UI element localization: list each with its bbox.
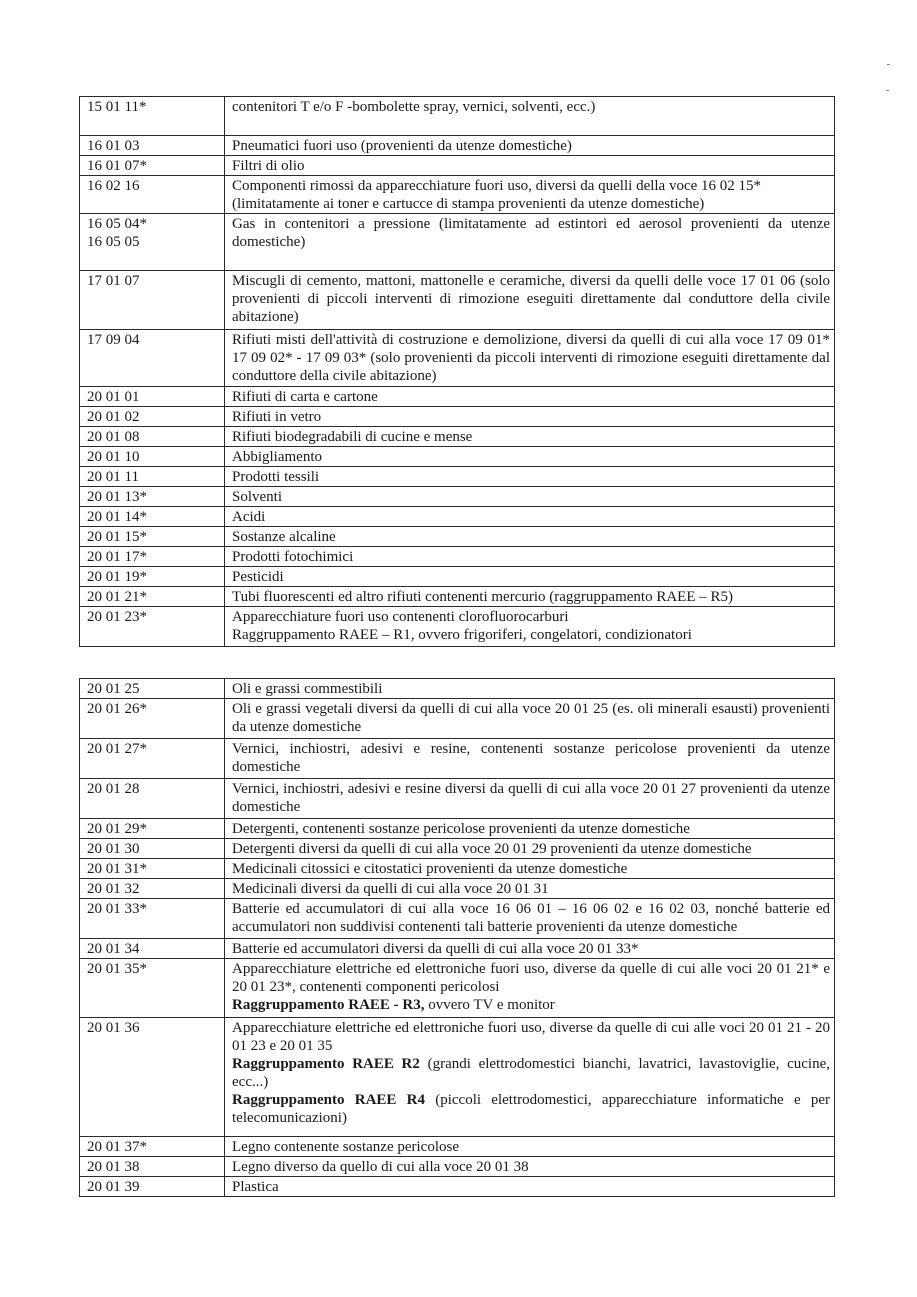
waste-description-cell: [225, 779, 835, 819]
description-text: Acidi: [232, 509, 266, 525]
table-row: [80, 507, 835, 527]
waste-code-cell: 20 01 34: [80, 939, 225, 959]
waste-code-cell: 20 01 02: [80, 407, 225, 427]
waste-code-cell: 16 02 16: [80, 176, 225, 214]
description-text: Rifiuti in vetro: [232, 409, 322, 425]
waste-code-cell: 17 09 04: [80, 330, 225, 387]
waste-description-cell: [225, 467, 835, 487]
description-line: [232, 157, 830, 175]
description-text: Detergenti, contenenti sostanze pericolose provenienti da utenze domestiche: [232, 821, 690, 837]
description-text: Prodotti fotochimici: [232, 549, 354, 565]
description-line: [232, 215, 830, 251]
description-line: [232, 860, 830, 878]
description-line: [232, 1158, 830, 1176]
description-line: [232, 1091, 830, 1127]
description-line: [232, 1055, 830, 1091]
waste-code-cell: 16 05 04* 16 05 05: [80, 214, 225, 271]
description-line: [232, 588, 830, 606]
description-line: [232, 880, 830, 898]
table-row: [80, 156, 835, 176]
raee-group-label: Raggruppamento RAEE R2: [232, 1056, 420, 1072]
table-row: [80, 527, 835, 547]
table-row: [80, 1177, 835, 1197]
waste-code-cell: 20 01 19*: [80, 567, 225, 587]
waste-code-cell: 20 01 27*: [80, 739, 225, 779]
waste-description-cell: [225, 271, 835, 330]
waste-code-cell: 17 01 07: [80, 271, 225, 330]
waste-description-cell: [225, 679, 835, 699]
description-text: Tubi fluorescenti ed altro rifiuti contenenti mercurio (raggruppamento RAEE – R5): [232, 589, 733, 605]
waste-description-cell: [225, 959, 835, 1018]
description-text: Rifiuti di carta e cartone: [232, 389, 378, 405]
description-line: [232, 428, 830, 446]
description-text: Apparecchiature fuori uso contenenti clorofluorocarburi: [232, 609, 569, 625]
waste-description-cell: [225, 859, 835, 879]
waste-code-cell: 20 01 36: [80, 1018, 225, 1137]
table-row: [80, 467, 835, 487]
waste-code-cell: 20 01 39: [80, 1177, 225, 1197]
waste-description-cell: [225, 699, 835, 739]
waste-description-cell: [225, 547, 835, 567]
description-line: [232, 900, 830, 936]
waste-code-cell: 15 01 11*: [80, 97, 225, 136]
table-row: [80, 214, 835, 271]
table-row: [80, 387, 835, 407]
description-line: [232, 680, 830, 698]
description-line: [232, 137, 830, 155]
waste-description-cell: [225, 1177, 835, 1197]
description-line: [232, 820, 830, 838]
waste-code-cell: 20 01 33*: [80, 899, 225, 939]
table-row: [80, 1157, 835, 1177]
waste-description-cell: [225, 97, 835, 136]
waste-code-cell: 20 01 13*: [80, 487, 225, 507]
description-line: [232, 508, 830, 526]
description-line: [232, 468, 830, 486]
description-text: Vernici, inchiostri, adesivi e resine, contenenti sostanze pericolose provenienti da utenze domestiche: [232, 741, 830, 775]
waste-code-cell: 20 01 01: [80, 387, 225, 407]
description-line: [232, 626, 830, 644]
description-text: Pesticidi: [232, 569, 284, 585]
waste-description-cell: [225, 407, 835, 427]
description-text: (limitatamente ai toner e cartucce di stampa provenienti da utenze domestiche): [232, 196, 705, 212]
table-row: [80, 959, 835, 1018]
description-text: Medicinali citossici e citostatici provenienti da utenze domestiche: [232, 861, 628, 877]
waste-description-cell: [225, 427, 835, 447]
description-text: Gas in contenitori a pressione (limitatamente ad estintori ed aerosol provenienti da utenze domestiche): [232, 216, 830, 250]
waste-code-cell: 20 01 11: [80, 467, 225, 487]
description-line: [232, 780, 830, 816]
waste-code-cell: 20 01 37*: [80, 1137, 225, 1157]
scan-speck: [887, 64, 890, 65]
table-row: [80, 899, 835, 939]
table-row: [80, 97, 835, 136]
description-line: [232, 960, 830, 996]
description-text: Solventi: [232, 489, 283, 505]
waste-code-cell: 20 01 25: [80, 679, 225, 699]
waste-description-cell: [225, 1137, 835, 1157]
description-line: [232, 548, 830, 566]
waste-code-cell: 20 01 31*: [80, 859, 225, 879]
description-line: [232, 272, 830, 326]
description-text: Prodotti tessili: [232, 469, 320, 485]
waste-code-cell: 20 01 15*: [80, 527, 225, 547]
waste-code-cell: 20 01 35*: [80, 959, 225, 1018]
description-text: Oli e grassi vegetali diversi da quelli di cui alla voce 20 01 25 (es. oli minerali esausti) provenienti da utenze domestiche: [232, 701, 830, 735]
table-row: [80, 699, 835, 739]
table-row: [80, 679, 835, 699]
description-line: [232, 195, 830, 213]
description-line: [232, 448, 830, 466]
table-row: [80, 176, 835, 214]
waste-description-cell: [225, 136, 835, 156]
waste-code-cell: 16 01 07*: [80, 156, 225, 176]
waste-code-cell: 20 01 29*: [80, 819, 225, 839]
waste-code-cell: 20 01 17*: [80, 547, 225, 567]
description-text: Vernici, inchiostri, adesivi e resine diversi da quelli di cui alla voce 20 01 27 provenienti da utenze domestiche: [232, 781, 830, 815]
waste-code-cell: 20 01 28: [80, 779, 225, 819]
waste-description-cell: [225, 587, 835, 607]
description-text: Medicinali diversi da quelli di cui alla voce 20 01 31: [232, 881, 549, 897]
raee-group-label: Raggruppamento RAEE R4: [232, 1092, 425, 1108]
description-line: [232, 98, 830, 116]
description-text: Batterie ed accumulatori diversi da quelli di cui alla voce 20 01 33*: [232, 941, 639, 957]
description-text: Batterie ed accumulatori di cui alla voce 16 06 01 – 16 06 02 e 16 02 03, nonché batterie ed accumulatori non suddivisi contenenti tali batterie provenienti da utenze domestiche: [232, 901, 830, 935]
description-text: Raggruppamento RAEE – R1, ovvero frigoriferi, congelatori, condizionatori: [232, 627, 692, 643]
waste-description-cell: [225, 1157, 835, 1177]
description-line: [232, 388, 830, 406]
table-row: [80, 547, 835, 567]
waste-code-cell: 20 01 32: [80, 879, 225, 899]
description-line: [232, 177, 830, 195]
waste-description-cell: [225, 607, 835, 647]
description-text: Pneumatici fuori uso (provenienti da utenze domestiche): [232, 138, 572, 154]
description-text: Componenti rimossi da apparecchiature fuori uso, diversi da quelli della voce 16 02 15*: [232, 178, 762, 194]
description-line: [232, 408, 830, 426]
description-line: [232, 740, 830, 776]
description-line: [232, 1019, 830, 1055]
description-text: Apparecchiature elettriche ed elettroniche fuori uso, diverse da quelle di cui alle voci 20 01 21* e 20 01 23*, contenenti componenti pericolosi: [232, 961, 830, 995]
table-row: [80, 779, 835, 819]
waste-codes-table-2: [79, 678, 835, 1197]
waste-description-cell: [225, 899, 835, 939]
waste-code-cell: 20 01 38: [80, 1157, 225, 1177]
waste-description-cell: [225, 156, 835, 176]
table-row: [80, 1137, 835, 1157]
table-row: [80, 487, 835, 507]
waste-code-cell: 20 01 23*: [80, 607, 225, 647]
table-row: [80, 879, 835, 899]
description-text: Miscugli di cemento, mattoni, mattonelle e ceramiche, diversi da quelli delle voce 17 01 06 (solo provenienti di piccoli interventi di rimozione eseguiti direttamente dal conduttore della civile abitazione): [232, 273, 830, 325]
waste-description-cell: [225, 527, 835, 547]
table-row: [80, 607, 835, 647]
description-text: Oli e grassi commestibili: [232, 681, 383, 697]
description-text: Detergenti diversi da quelli di cui alla voce 20 01 29 provenienti da utenze domestiche: [232, 841, 752, 857]
waste-description-cell: [225, 507, 835, 527]
table-row: [80, 1018, 835, 1137]
description-line: [232, 488, 830, 506]
waste-description-cell: [225, 487, 835, 507]
description-text: (piccoli elettrodomestici, apparecchiature informatiche e per telecomunicazioni): [232, 1092, 831, 1126]
raee-group-label: Raggruppamento RAEE - R3,: [232, 997, 425, 1013]
table-body: [80, 679, 835, 1197]
table-row: [80, 427, 835, 447]
description-line: [232, 1178, 830, 1196]
waste-description-cell: [225, 839, 835, 859]
waste-code-cell: 16 01 03: [80, 136, 225, 156]
waste-code-cell: 20 01 26*: [80, 699, 225, 739]
description-line: [232, 608, 830, 626]
waste-description-cell: [225, 939, 835, 959]
description-line: [232, 996, 830, 1014]
waste-code-cell: 20 01 10: [80, 447, 225, 467]
waste-description-cell: [225, 739, 835, 779]
description-text: Sostanze alcaline: [232, 529, 336, 545]
table-row: [80, 407, 835, 427]
waste-code-cell: 20 01 21*: [80, 587, 225, 607]
scan-speck: [886, 90, 889, 91]
description-text: contenitori T e/o F -bombolette spray, vernici, solventi, ecc.): [232, 99, 596, 115]
description-text: Rifiuti biodegradabili di cucine e mense: [232, 429, 473, 445]
description-text: Abbigliamento: [232, 449, 322, 465]
table-row: [80, 839, 835, 859]
description-text: Legno diverso da quello di cui alla voce 20 01 38: [232, 1159, 529, 1175]
table-row: [80, 330, 835, 387]
waste-description-cell: [225, 447, 835, 467]
waste-description-cell: [225, 387, 835, 407]
table-row: [80, 567, 835, 587]
waste-description-cell: [225, 330, 835, 387]
description-text: Apparecchiature elettriche ed elettroniche fuori uso, diverse da quelle di cui alle voci 20 01 21 - 20 01 23 e 20 01 35: [232, 1020, 830, 1054]
description-text: Rifiuti misti dell'attività di costruzione e demolizione, diversi da quelli di cui alla voce 17 09 01* 17 09 02* - 17 09 03* (solo provenienti da piccoli interventi di rimozione eseguiti direttamente dal conduttore della civile abitazione): [232, 332, 830, 384]
description-line: [232, 940, 830, 958]
waste-codes-table-1: [79, 96, 835, 647]
waste-description-cell: [225, 819, 835, 839]
table-row: [80, 271, 835, 330]
waste-code-cell: 20 01 30: [80, 839, 225, 859]
description-line: [232, 331, 830, 385]
description-text: (grandi elettrodomestici bianchi, lavatrici, lavastoviglie, cucine, ecc...): [232, 1056, 831, 1090]
description-text: Legno contenente sostanze pericolose: [232, 1139, 459, 1155]
waste-description-cell: [225, 176, 835, 214]
table-row: [80, 739, 835, 779]
description-text: Plastica: [232, 1179, 279, 1195]
description-line: [232, 700, 830, 736]
waste-description-cell: [225, 214, 835, 271]
table-row: [80, 587, 835, 607]
waste-description-cell: [225, 567, 835, 587]
waste-description-cell: [225, 1018, 835, 1137]
description-line: [232, 568, 830, 586]
waste-description-cell: [225, 879, 835, 899]
description-text: ovvero TV e monitor: [424, 997, 555, 1013]
table-row: [80, 819, 835, 839]
description-line: [232, 528, 830, 546]
table-row: [80, 136, 835, 156]
waste-code-cell: 20 01 08: [80, 427, 225, 447]
table-row: [80, 859, 835, 879]
table-row: [80, 447, 835, 467]
table-body: [80, 97, 835, 647]
table-row: [80, 939, 835, 959]
waste-code-cell: 20 01 14*: [80, 507, 225, 527]
description-line: [232, 1138, 830, 1156]
description-line: [232, 840, 830, 858]
description-text: Filtri di olio: [232, 158, 305, 174]
